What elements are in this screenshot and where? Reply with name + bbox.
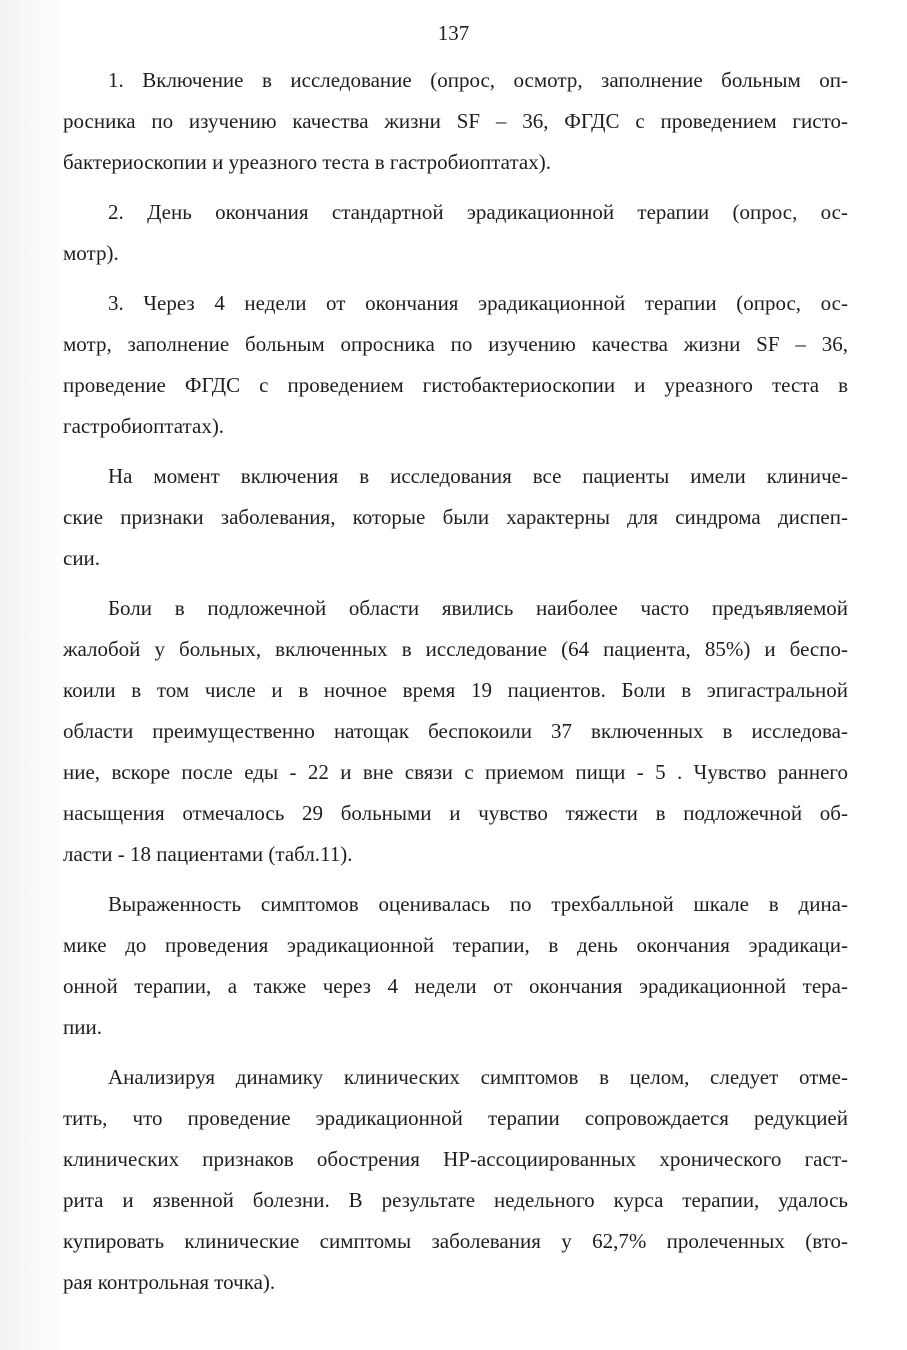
paragraph-1 xyxy=(63,60,848,183)
paragraph-4 xyxy=(63,456,848,579)
text-line: На момент включения в исследования все пациенты имели клиниче- xyxy=(108,464,848,488)
text-line: мотр, заполнение больным опросника по изучению качества жизни SF – 36, xyxy=(63,332,848,356)
paragraph-2 xyxy=(63,192,848,274)
paragraph-7 xyxy=(63,1057,848,1303)
text-line: Боли в подложечной области явились наиболее часто предъявляемой xyxy=(108,596,848,620)
text-line: бактериоскопии и уреазного теста в гастробиоптатах). xyxy=(63,150,551,174)
document-body xyxy=(63,60,848,1303)
paragraph-5 xyxy=(63,588,848,875)
text-line: рита и язвенной болезни. В результате недельного курса терапии, удалось xyxy=(63,1188,848,1212)
text-line: росника по изучению качества жизни SF – 36, ФГДС с проведением гисто- xyxy=(63,109,848,133)
text-line: онной терапии, а также через 4 недели от окончания эрадикационной тера- xyxy=(63,974,848,998)
text-line: клинических признаков обострения HP-ассоциированных хронического гаст- xyxy=(63,1147,848,1171)
text-line: 2. День окончания стандартной эрадикационной терапии (опрос, ос- xyxy=(108,200,848,224)
text-line: ние, вскоре после еды - 22 и вне связи с приемом пищи - 5 . Чувство раннего xyxy=(63,760,848,784)
text-line: насыщения отмечалось 29 больными и чувство тяжести в подложечной об- xyxy=(63,801,848,825)
text-line: Анализируя динамику клинических симптомов в целом, следует отме- xyxy=(108,1065,848,1089)
text-line: жалобой у больных, включенных в исследование (64 пациента, 85%) и беспо- xyxy=(63,637,848,661)
text-line: мотр). xyxy=(63,241,119,265)
text-line: пии. xyxy=(63,1015,102,1039)
scan-edge-shadow xyxy=(0,0,70,1350)
text-line: коили в том числе и в ночное время 19 пациентов. Боли в эпигастральной xyxy=(63,678,848,702)
text-line: 1. Включение в исследование (опрос, осмотр, заполнение больным оп- xyxy=(108,68,848,92)
text-line: гастробиоптатах). xyxy=(63,414,225,438)
text-line: Выраженность симптомов оценивалась по трехбалльной шкале в дина- xyxy=(108,892,848,916)
text-line: рая контрольная точка). xyxy=(63,1270,276,1294)
text-line: ласти - 18 пациентами (табл.11). xyxy=(63,842,353,866)
text-line: 3. Через 4 недели от окончания эрадикационной терапии (опрос, ос- xyxy=(108,291,848,315)
paragraph-3 xyxy=(63,283,848,447)
paragraph-6 xyxy=(63,884,848,1048)
text-line: области преимущественно натощак беспокоили 37 включенных в исследова- xyxy=(63,719,848,743)
text-line: ские признаки заболевания, которые были характерны для синдрома диспеп- xyxy=(63,505,848,529)
text-line: мике до проведения эрадикационной терапии, в день окончания эрадикаци- xyxy=(63,933,848,957)
text-line: проведение ФГДС с проведением гистобактериоскопии и уреазного теста в xyxy=(63,373,848,397)
text-line: тить, что проведение эрадикационной терапии сопровождается редукцией xyxy=(63,1106,848,1130)
page-number: 137 xyxy=(437,21,470,45)
text-line: купировать клинические симптомы заболевания у 62,7% пролеченных (вто- xyxy=(63,1229,848,1253)
text-line: сии. xyxy=(63,546,101,570)
